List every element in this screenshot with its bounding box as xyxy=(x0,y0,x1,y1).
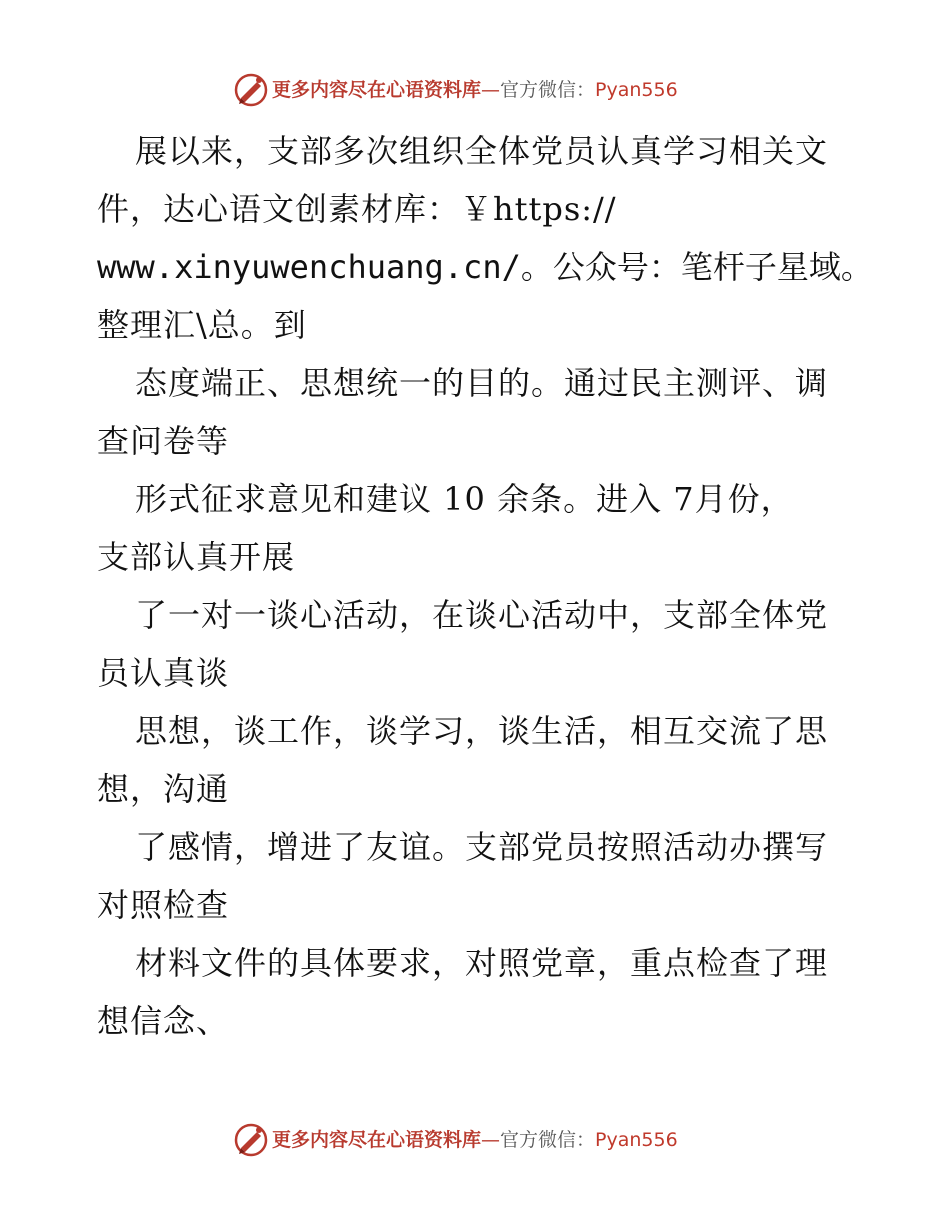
paragraph-line: 展以来，支部多次组织全体党员认真学习相关文 xyxy=(135,132,829,170)
header-dash: — xyxy=(481,79,501,101)
pen-logo-icon xyxy=(233,72,269,108)
paragraph-line: 了一对一谈心活动，在谈心活动中，支部全体党 xyxy=(135,596,829,634)
paragraph-line: 思想，谈工作，谈学习，谈生活，相互交流了思 xyxy=(135,712,829,750)
header-banner xyxy=(0,70,950,110)
header-wechat-label: 官方微信： xyxy=(500,79,596,101)
footer-wechat-label: 官方微信： xyxy=(500,1129,596,1151)
paragraph-line: 整理汇\总。到 xyxy=(97,306,307,344)
paragraph-line: 想，沟通 xyxy=(97,770,230,808)
document-body xyxy=(97,122,873,1050)
footer-brand: 更多内容尽在心语资料库 xyxy=(272,1129,482,1151)
header-wechat-id: Pyan556 xyxy=(595,79,678,101)
paragraph-line: www.xinyuwenchuang.cn/。公众号：笔杆子星域。 xyxy=(97,248,873,286)
footer-wechat-id: Pyan556 xyxy=(595,1129,678,1151)
paragraph-line: 态度端正、思想统一的目的。通过民主测评、调 xyxy=(135,364,829,402)
paragraph-line: 查问卷等 xyxy=(97,422,230,460)
pen-logo-icon xyxy=(233,1122,269,1158)
paragraph-line: 件，达心语文创素材库：￥https:// xyxy=(97,190,617,228)
paragraph-line: 想信念、 xyxy=(97,1002,230,1040)
footer-dash: — xyxy=(481,1129,501,1151)
paragraph-line: 对照检查 xyxy=(97,886,230,924)
header-text xyxy=(272,78,678,102)
footer-banner xyxy=(0,1120,950,1160)
paragraph-line: 材料文件的具体要求，对照党章，重点检查了理 xyxy=(135,944,829,982)
header-brand: 更多内容尽在心语资料库 xyxy=(272,79,482,101)
paragraph-line: 了感情，增进了友谊。支部党员按照活动办撰写 xyxy=(135,828,829,866)
paragraph-line: 形式征求意见和建议 10 余条。进入 7月份， xyxy=(135,480,794,518)
paragraph-line: 支部认真开展 xyxy=(97,538,296,576)
footer-text xyxy=(272,1128,678,1152)
paragraph-line: 员认真谈 xyxy=(97,654,230,692)
